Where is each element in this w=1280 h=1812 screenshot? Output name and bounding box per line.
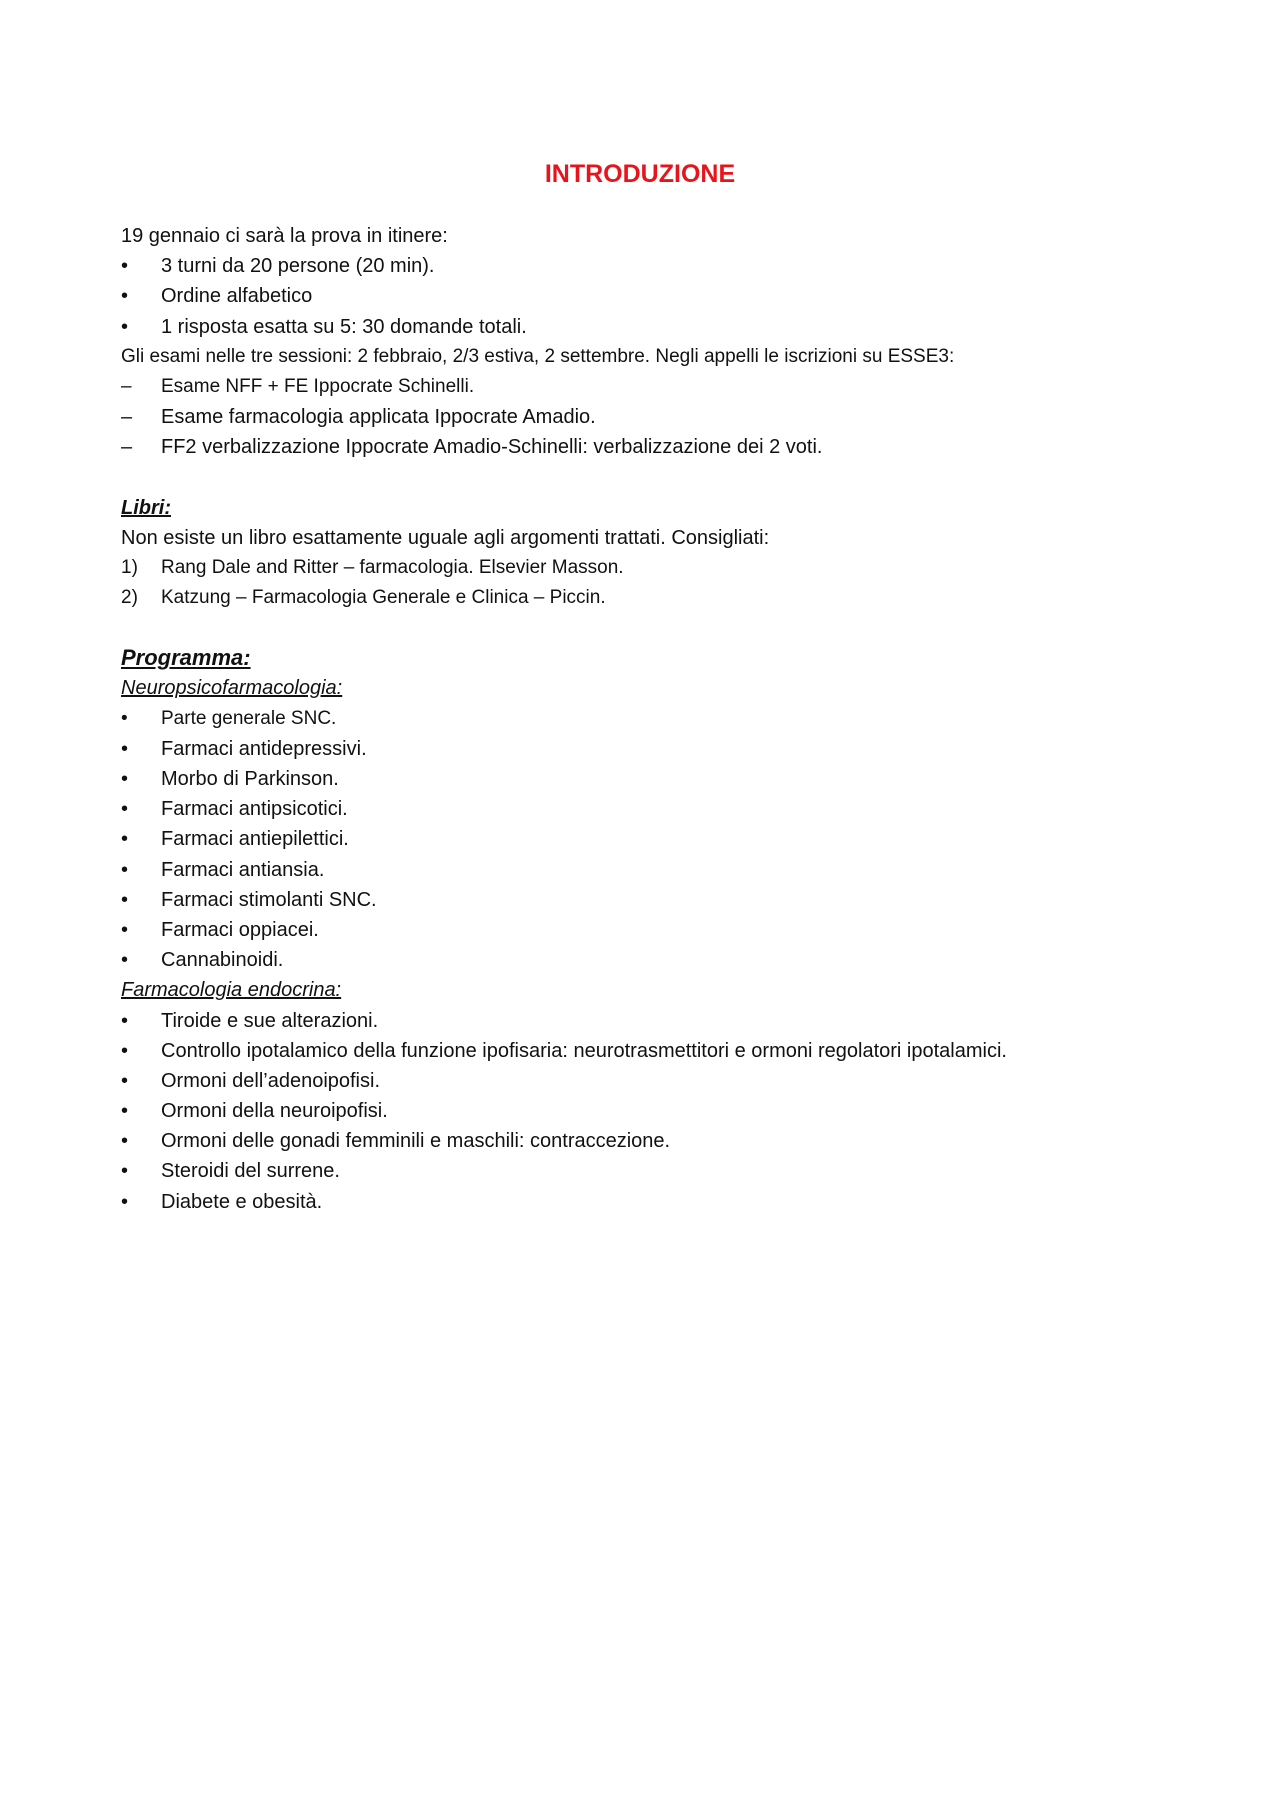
bullet-marker: •	[121, 1009, 129, 1032]
bullet-marker: •	[121, 949, 129, 972]
list-item-text: Ormoni della neuroipofisi.	[161, 1100, 388, 1123]
bullet-marker: •	[121, 798, 129, 821]
section-gap	[121, 613, 1221, 643]
bullet-marker: •	[121, 1130, 129, 1153]
list-item-text: Farmaci antidepressivi.	[161, 737, 367, 760]
bullet-marker: •	[121, 255, 129, 278]
list-item	[121, 281, 1221, 311]
list-item-text: Diabete e obesità.	[161, 1190, 323, 1213]
document-body	[121, 221, 1221, 1217]
list-item	[121, 915, 1221, 945]
bullet-marker: •	[121, 828, 129, 851]
list-item-text: 1 risposta esatta su 5: 30 domande totali.	[161, 315, 527, 338]
list-item	[121, 945, 1221, 975]
list-item	[121, 1096, 1221, 1126]
dash-marker: –	[121, 406, 133, 429]
list-item	[121, 312, 1221, 342]
list-item	[121, 855, 1221, 885]
books-line: Non esiste un libro esattamente uguale agli argomenti trattati. Consigliati:	[121, 526, 770, 549]
list-item-text: Farmaci oppiacei.	[161, 918, 319, 941]
list-item	[121, 704, 1221, 734]
bullet-marker: •	[121, 888, 129, 911]
list-item	[121, 1187, 1221, 1217]
list-item	[121, 553, 1221, 583]
section-gap	[121, 463, 1221, 493]
list-item	[121, 1126, 1221, 1156]
bullet-marker: •	[121, 285, 129, 308]
bullet-marker: •	[121, 918, 129, 941]
list-item-text: Farmaci antiepilettici.	[161, 828, 349, 851]
list-item	[121, 251, 1221, 281]
bullet-marker: •	[121, 1190, 129, 1213]
neuro-list	[121, 704, 1221, 976]
endo-heading: Farmacologia endocrina:	[121, 979, 342, 1002]
list-item-text: Cannabinoidi.	[161, 949, 284, 972]
bullet-marker: •	[121, 1039, 129, 1062]
exams-line: Gli esami nelle tre sessioni: 2 febbraio, 2/3 estiva, 2 settembre. Negli appelli le iscrizioni su ESSE3:	[121, 345, 955, 367]
list-item	[121, 1066, 1221, 1096]
list-item	[121, 764, 1221, 794]
list-item-text: Rang Dale and Ritter – farmacologia. Elsevier Masson.	[161, 556, 624, 578]
list-item-text: Steroidi del surrene.	[161, 1160, 340, 1183]
list-item-text: Ormoni delle gonadi femminili e maschili: contraccezione.	[161, 1130, 671, 1153]
list-item-text: Katzung – Farmacologia Generale e Clinica – Piccin.	[161, 587, 606, 609]
dash-marker: –	[121, 436, 133, 459]
list-item	[121, 432, 1221, 462]
list-item-text: 3 turni da 20 persone (20 min).	[161, 255, 435, 278]
list-item-text: Morbo di Parkinson.	[161, 768, 339, 790]
list-item	[121, 824, 1221, 854]
list-item	[121, 583, 1221, 613]
bullet-marker: •	[121, 707, 128, 729]
list-item-text: Farmaci stimolanti SNC.	[161, 888, 377, 911]
list-item	[121, 1006, 1221, 1036]
list-item-text: Esame NFF + FE Ippocrate Schinelli.	[161, 375, 475, 397]
list-item	[121, 734, 1221, 764]
list-item	[121, 885, 1221, 915]
bullet-marker: •	[121, 768, 129, 790]
list-item-text: Parte generale SNC.	[161, 707, 337, 729]
list-item	[121, 402, 1221, 432]
bullet-marker: •	[121, 858, 129, 881]
list-item-text: FF2 verbalizzazione Ippocrate Amadio-Schinelli: verbalizzazione dei 2 voti.	[161, 436, 823, 459]
page-title: INTRODUZIONE	[544, 160, 736, 188]
list-item	[121, 794, 1221, 824]
endo-list	[121, 1006, 1221, 1217]
intro-line: 19 gennaio ci sarà la prova in itinere:	[121, 225, 448, 247]
bullet-marker: •	[121, 1069, 129, 1092]
list-item-text: Controllo ipotalamico della funzione ipofisaria: neurotrasmettitori e ormoni regolatori ipotalamici.	[161, 1039, 1007, 1062]
number-marker: 1)	[121, 556, 138, 578]
bullet-marker: •	[121, 1160, 129, 1183]
list-item	[121, 1036, 1221, 1066]
number-marker: 2)	[121, 587, 138, 609]
bullet-marker: •	[121, 1100, 129, 1123]
bullet-marker: •	[121, 315, 129, 338]
neuro-heading: Neuropsicofarmacologia:	[121, 677, 343, 700]
list-item-text: Esame farmacologia applicata Ippocrate Amadio.	[161, 406, 596, 429]
list-item	[121, 372, 1221, 402]
list-item-text: Ordine alfabetico	[161, 285, 313, 308]
list-item-text: Ormoni dell’adenoipofisi.	[161, 1069, 381, 1092]
books-heading: Libri:	[121, 496, 171, 519]
list-item-text: Farmaci antiansia.	[161, 858, 325, 881]
bullet-marker: •	[121, 737, 129, 760]
program-heading: Programma:	[121, 645, 251, 671]
list-item	[121, 1156, 1221, 1186]
list-item-text: Farmaci antipsicotici.	[161, 798, 348, 821]
list-item-text: Tiroide e sue alterazioni.	[161, 1009, 379, 1032]
dash-marker: –	[121, 375, 132, 397]
